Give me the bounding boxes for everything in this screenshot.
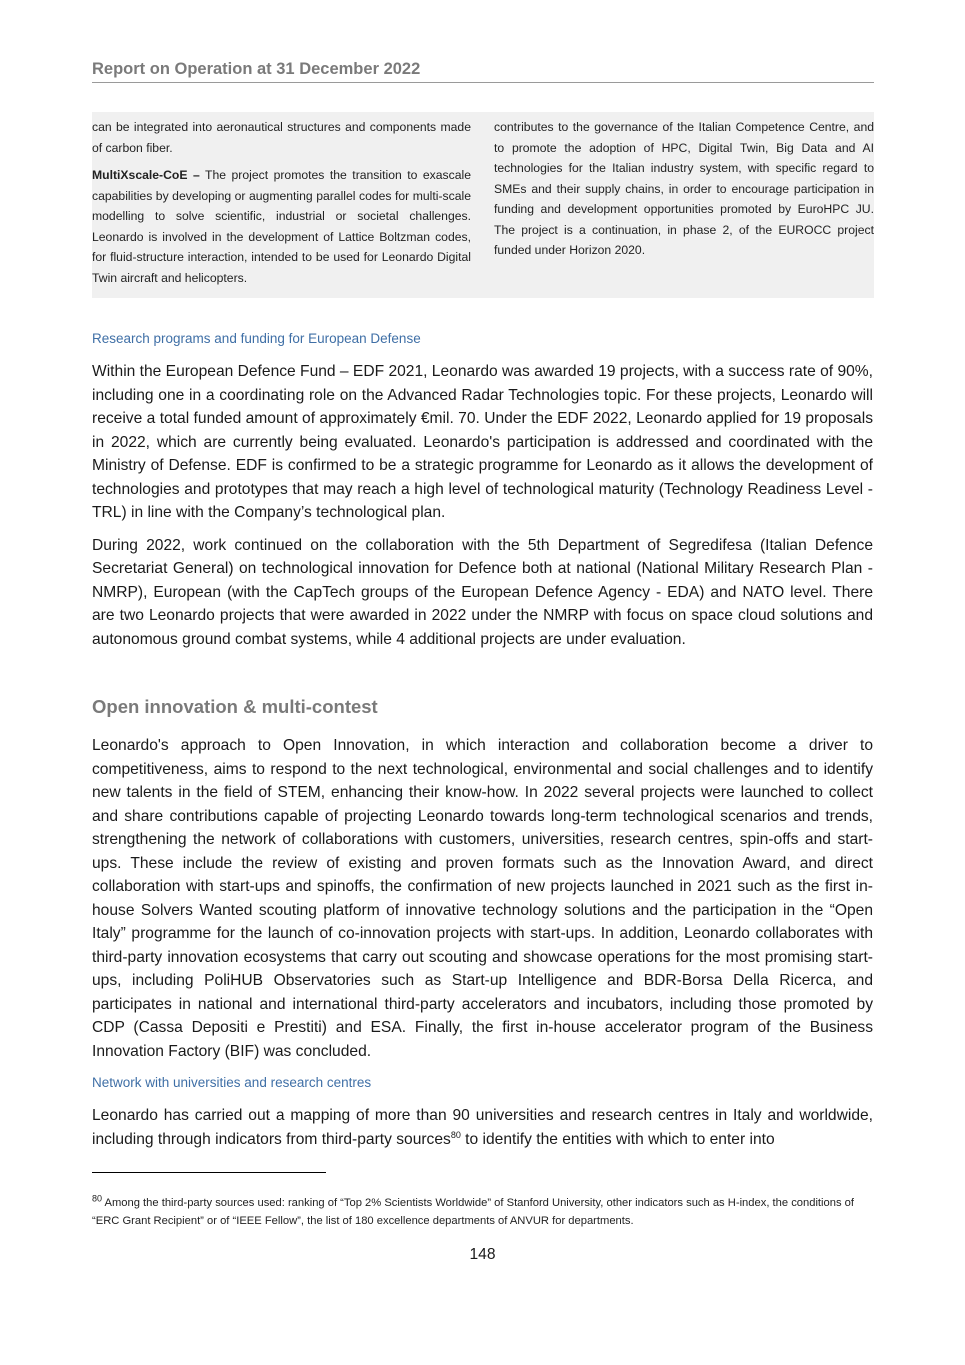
section-european-defense-body	[92, 360, 873, 660]
footnote-number: 80	[92, 1193, 103, 1204]
project-name-multixscale: MultiXscale-CoE –	[92, 168, 200, 182]
section-title-open-innovation: Open innovation & multi-contest	[92, 696, 378, 717]
project-box-right-column	[494, 117, 874, 268]
subheading-european-defense: Research programs and funding for European Defense	[92, 331, 421, 346]
paragraph-universities-text-end: to identify the entities with which to enter into	[460, 1130, 775, 1148]
paragraph-open-innovation-text: Leonardo's approach to Open Innovation, in which interaction and collaboration become a driver to competitiveness, aims to respond to the next technological, environmental and social challenges and to identify new talents in the field of STEM, enhancing their know-how. In 2022 several projects were launched to collect and share contributions capable of projecting Leonardo towards long-term technological scenarios and trends, strengthening the network of collaborations with customers, universities, research centres, spin-offs and start-ups. These include the review of existing and proven formats such as the Innovation Award, and direct collaboration with start-ups and spinoffs, the confirmation of new projects launched in 2021 such as the first in-house Solvers Wanted scouting platform of innovative technology solutions and the participation in the “Open Italy” programme for the launch of co-innovation projects with start-ups. In addition, Leonardo collaborates with third-party innovation ecosystems that carry out scouting and showcase operations for the most promising start-ups, including PoliHUB Observatories such as Start-up Intelligence and BDR-Borsa Della Ricerca, and participates in national and international third-party accelerators and incubators, including those promoted by CDP (Cassa Depositi e Prestiti) and ESA. Finally, the first in-house accelerator program of the Business Innovation Factory (BIF) was concluded.	[92, 737, 873, 1060]
box-left-paragraph: can be integrated into aeronautical structures and components made of carbon fiber.	[92, 120, 471, 155]
paragraph-edf: Within the European Defence Fund – EDF 2021, Leonardo was awarded 19 projects, with a success rate of 90%, including one in a coordinating role on the Advanced Radar Technologies topic. For these projects, Leonardo will receive a total funded amount of approximately €mil. 70. Under the EDF 2022, Leonardo applied for 19 proposals in 2022, which are currently being evaluated. Leonardo's participation is addressed and coordinated with the Ministry of Defense. EDF is confirmed to be a strategic programme for Leonardo as it allows the development of technologies and prototypes that may reach a high level of technological maturity (Technology Readiness Level - TRL) in line with the Company’s technological plan.	[92, 363, 873, 521]
footnote-reference[interactable]: 80	[450, 1129, 461, 1140]
project-description-multixscale: The project promotes the transition to exascale capabilities by developing or augmenting parallel codes for multi-scale modelling to solve scientific, industrial or societal challenges. Leonardo is involved in the development of Lattice Boltzman codes, for fluid-structure interaction, intended to be used for Leonardo Digital Twin aircraft and helicopters.	[92, 168, 472, 285]
project-box	[92, 112, 874, 298]
paragraph-segredifesa: During 2022, work continued on the collaboration with the 5th Department of Segredifesa (Italian Defence Secretariat General) on technological innovation for Defence both at national (National Military Research Plan - NMRP), European (with the CapTech groups of the European Defence Agency - EDA) and NATO level. There are two Leonardo projects that were awarded in 2022 under the NMRP with focus on space cloud solutions and autonomous ground combat systems, while 4 additional projects are under evaluation.	[92, 536, 873, 648]
paragraph-universities-network	[92, 1104, 873, 1160]
subheading-universities-network: Network with universities and research centres	[92, 1075, 372, 1090]
paragraph-universities-text	[92, 1104, 873, 1151]
paragraph-universities-text-start: Leonardo has carried out a mapping of more than 90 universities and research centres in Italy and worldwide, including through indicators from third-party sources	[92, 1107, 873, 1148]
page-number: 148	[469, 1246, 496, 1263]
paragraph-open-innovation	[92, 734, 873, 1072]
box-left-paragraph-multixscale	[92, 165, 471, 288]
footnote-text: Among the third-party sources used: ranking of “Top 2% Scientists Worldwide” of Stanford University, other indicators such as H-index, the conditions of “ERC Grant Recipient” or of “IEEE Fellow”, the list of 180 excellence departments of ANVUR for departments.	[92, 1197, 855, 1227]
box-right-paragraph: contributes to the governance of the Italian Competence Centre, and to promote the adoption of HPC, Digital Twin, Big Data and AI technologies for the Italian industry system, with specific regard to SMEs and their supply chains, in order to encourage participation in funding and development opportunities promoted by EuroHPC JU. The project is a continuation, in phase 2, of the EUROCC project funded under Horizon 2020.	[494, 120, 874, 257]
running-header: Report on Operation at 31 December 2022	[92, 60, 874, 83]
footnote	[92, 1194, 873, 1230]
project-box-left-column	[92, 117, 471, 295]
footnote-divider	[92, 1172, 326, 1173]
